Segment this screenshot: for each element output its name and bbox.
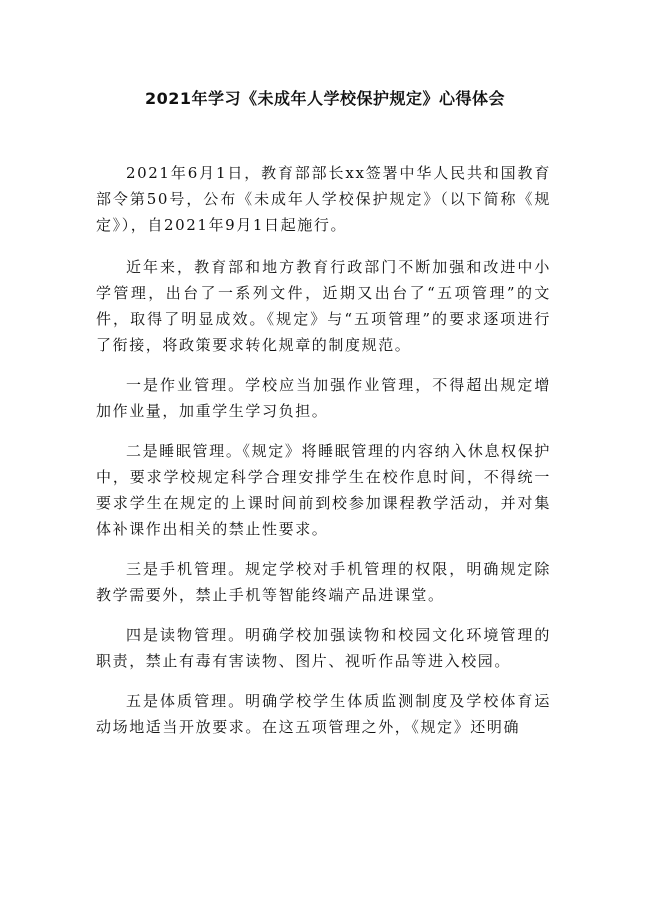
paragraph: 五是体质管理。明确学校学生体质监测制度及学校体育运动场地适当开放要求。在这五项管理之外，《规定》还明确 [96,692,551,736]
paragraph: 三是手机管理。规定学校对手机管理的权限，明确规定除教学需要外，禁止手机等智能终端产品进课堂。 [96,560,551,604]
paragraph: 一是作业管理。学校应当加强作业管理，不得超出规定增加作业量，加重学生学习负担。 [96,376,551,420]
paragraph: 2021年6月1日，教育部部长xx签署中华人民共和国教育部令第50号，公布《未成年人学校保护规定》（以下简称《规定》），自2021年9月1日起施行。 [96,164,551,234]
paragraph: 近年来，教育部和地方教育行政部门不断加强和改进中小学管理，出台了一系列文件，近期又出台了“五项管理”的文件，取得了明显成效。《规定》与“五项管理”的要求逐项进行了衔接，将政策要求转化规章的制度规范。 [96,258,551,354]
document-body [96,160,551,754]
paragraph: 二是睡眠管理。《规定》将睡眠管理的内容纳入休息权保护中，要求学校规定科学合理安排学生在校作息时间，不得统一要求学生在规定的上课时间前到校参加课程教学活动，并对集体补课作出相关的禁止性要求。 [96,442,551,538]
document-title: 2021年学习《未成年人学校保护规定》心得体会 [144,89,506,108]
paragraph: 四是读物管理。明确学校加强读物和校园文化环境管理的职责，禁止有毒有害读物、图片、视听作品等进入校园。 [96,626,551,670]
